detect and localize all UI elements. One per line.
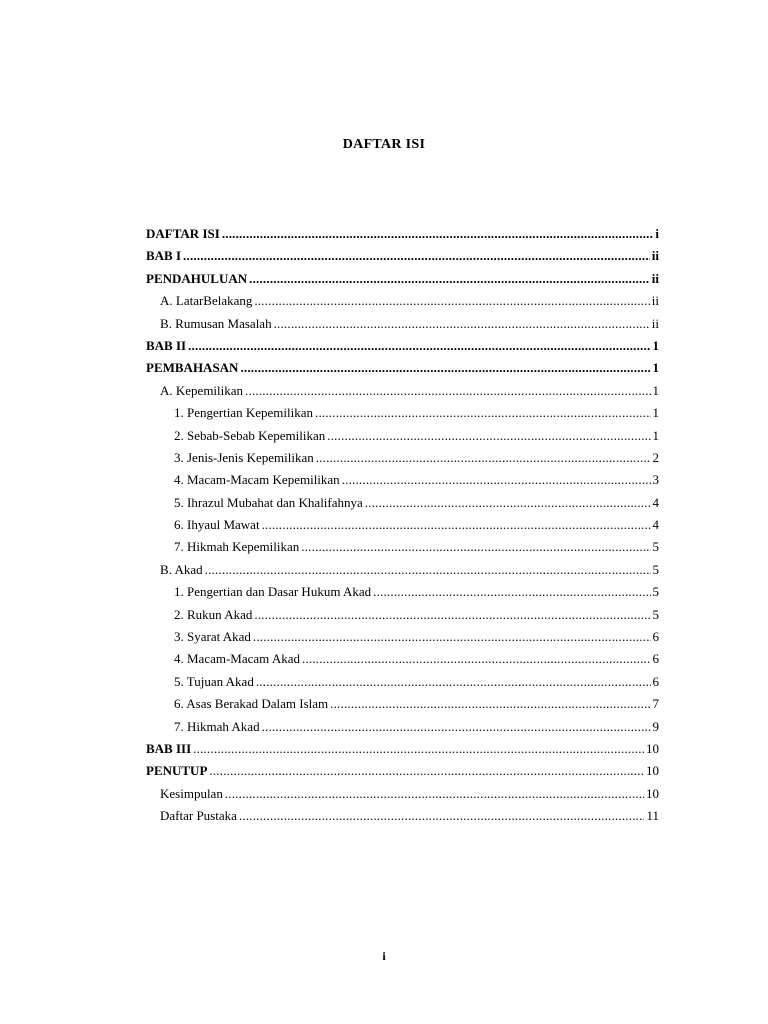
toc-entry[interactable] — [146, 316, 659, 338]
toc-entry-label: PEMBAHASAN — [146, 360, 239, 376]
toc-dot-leader — [316, 450, 651, 466]
page-number: i — [382, 949, 386, 963]
toc-entry-page: 6 — [652, 629, 659, 645]
toc-entry[interactable] — [146, 293, 659, 315]
toc-entry-page: 2 — [652, 449, 659, 465]
toc-entry-label: DAFTAR ISI — [146, 226, 220, 241]
toc-entry[interactable] — [146, 360, 659, 382]
toc-dot-leader — [327, 428, 650, 444]
toc-entry[interactable] — [146, 584, 659, 606]
toc-entry-label: 4. Macam-Macam Akad — [174, 651, 300, 667]
toc-dot-leader — [254, 293, 649, 309]
toc-entry-page: 9 — [652, 718, 659, 734]
toc-dot-leader — [245, 383, 650, 399]
toc-entry-label: 5. Tujuan Akad — [174, 673, 254, 689]
toc-entry[interactable] — [146, 338, 659, 360]
toc-entry[interactable] — [146, 696, 659, 718]
toc-entry-page: 3 — [652, 472, 659, 488]
toc-entry-label: BAB I — [146, 248, 182, 264]
toc-dot-leader — [262, 719, 651, 735]
toc-entry-page: 1 — [652, 360, 659, 376]
toc-entry-label: 6. Asas Berakad Dalam Islam — [174, 696, 329, 712]
toc-entry[interactable] — [146, 450, 659, 472]
toc-dot-leader — [188, 338, 650, 354]
toc-entry-label: 2. Rukun Akad — [174, 606, 253, 622]
toc-entry[interactable] — [146, 629, 659, 651]
toc-dot-leader — [254, 607, 650, 623]
toc-entry-page: 6 — [652, 673, 659, 689]
toc-entry-label: BAB II — [146, 337, 187, 353]
toc-entry-label: 3. Jenis-Jenis Kepemilikan — [174, 449, 314, 465]
toc-dot-leader — [373, 584, 650, 600]
toc-dot-leader — [249, 271, 650, 287]
toc-entry-page: 11 — [646, 808, 659, 824]
toc-entry-label: 2. Sebab-Sebab Kepemilikan — [174, 427, 326, 443]
toc-dot-leader — [225, 786, 644, 802]
toc-entry[interactable] — [146, 674, 659, 696]
toc-dot-leader — [330, 696, 650, 712]
toc-entry-page: 10 — [646, 763, 659, 779]
toc-entry-page: i — [655, 226, 659, 241]
toc-entry-label: B. Akad — [160, 561, 203, 577]
toc-dot-leader — [256, 674, 651, 690]
toc-entry-page: 6 — [652, 651, 659, 667]
toc-entry-label: 4. Macam-Macam Kepemilikan — [174, 472, 340, 488]
toc-dot-leader — [274, 316, 650, 332]
toc-entry-label: 5. Ihrazul Mubahat dan Khalifahnya — [174, 494, 363, 510]
toc-entry[interactable] — [146, 607, 659, 629]
toc-entry[interactable] — [146, 719, 659, 741]
toc-entry[interactable] — [146, 472, 659, 494]
toc-entry-page: ii — [651, 248, 659, 264]
toc-entry-page: 1 — [652, 405, 659, 421]
toc-entry[interactable] — [146, 517, 659, 539]
toc-entry[interactable] — [146, 495, 659, 517]
toc-entry[interactable] — [146, 428, 659, 450]
toc-entry-page: 10 — [646, 785, 659, 801]
toc-entry-label: B. Rumusan Masalah — [160, 315, 272, 331]
toc-entry-label: BAB III — [146, 740, 192, 756]
toc-entry-label: PENDAHULUAN — [146, 270, 248, 286]
toc-entry[interactable] — [146, 651, 659, 673]
toc-entry[interactable] — [146, 226, 659, 248]
toc-entry-label: Kesimpulan — [160, 785, 223, 801]
toc-entry[interactable] — [146, 405, 659, 427]
toc-dot-leader — [262, 517, 651, 533]
toc-dot-leader — [240, 360, 650, 376]
toc-entry-page: ii — [651, 270, 659, 286]
toc-entry-label: A. LatarBelakang — [160, 293, 253, 309]
toc-dot-leader — [302, 651, 651, 667]
toc-entry[interactable] — [146, 383, 659, 405]
toc-entry[interactable] — [146, 271, 659, 293]
toc-entry-page: 10 — [646, 740, 659, 756]
toc-entry-page: 5 — [652, 584, 659, 600]
toc-dot-leader — [342, 472, 651, 488]
toc-dot-leader — [205, 562, 651, 578]
toc-entry-label: 1. Pengertian Kepemilikan — [174, 405, 313, 421]
toc-entry-label: 6. Ihyaul Mawat — [174, 517, 260, 533]
toc-entry-page: 1 — [652, 427, 659, 443]
toc-dot-leader — [301, 539, 650, 555]
toc-entry-page: 7 — [652, 696, 659, 712]
toc-dot-leader — [183, 248, 650, 264]
toc-entry-page: 1 — [652, 337, 659, 353]
toc-entry-page: 1 — [652, 382, 659, 398]
toc-entry[interactable] — [146, 562, 659, 584]
toc-entry[interactable] — [146, 741, 659, 763]
toc-entry-page: 4 — [652, 517, 659, 533]
toc-entry-page: ii — [651, 315, 659, 331]
toc-dot-leader — [239, 808, 645, 824]
toc-dot-leader — [253, 629, 651, 645]
toc-entry-label: A. Kepemilikan — [160, 382, 244, 398]
toc-entry[interactable] — [146, 786, 659, 808]
page-title: DAFTAR ISI — [342, 137, 426, 152]
toc-dot-leader — [209, 763, 644, 779]
toc-dot-leader — [222, 226, 654, 242]
toc-entry-label: 7. Hikmah Kepemilikan — [174, 539, 300, 555]
toc-entry-label: 1. Pengertian dan Dasar Hukum Akad — [174, 584, 372, 600]
toc-entry[interactable] — [146, 539, 659, 561]
toc-entry[interactable] — [146, 763, 659, 785]
toc-entry-label: Daftar Pustaka — [160, 808, 237, 824]
toc-entry-label: 3. Syarat Akad — [174, 629, 251, 645]
table-of-contents — [146, 226, 659, 831]
toc-dot-leader — [315, 405, 651, 421]
toc-entry[interactable] — [146, 808, 659, 830]
toc-dot-leader — [365, 495, 651, 511]
toc-entry-label: 7. Hikmah Akad — [174, 718, 260, 734]
toc-entry-page: 5 — [652, 561, 659, 577]
toc-entry-page: 5 — [652, 606, 659, 622]
toc-entry[interactable] — [146, 248, 659, 270]
toc-entry-page: ii — [651, 293, 659, 309]
toc-entry-label: PENUTUP — [146, 763, 208, 779]
toc-entry-page: 4 — [652, 494, 659, 510]
toc-dot-leader — [193, 741, 644, 757]
toc-entry-page: 5 — [652, 539, 659, 555]
